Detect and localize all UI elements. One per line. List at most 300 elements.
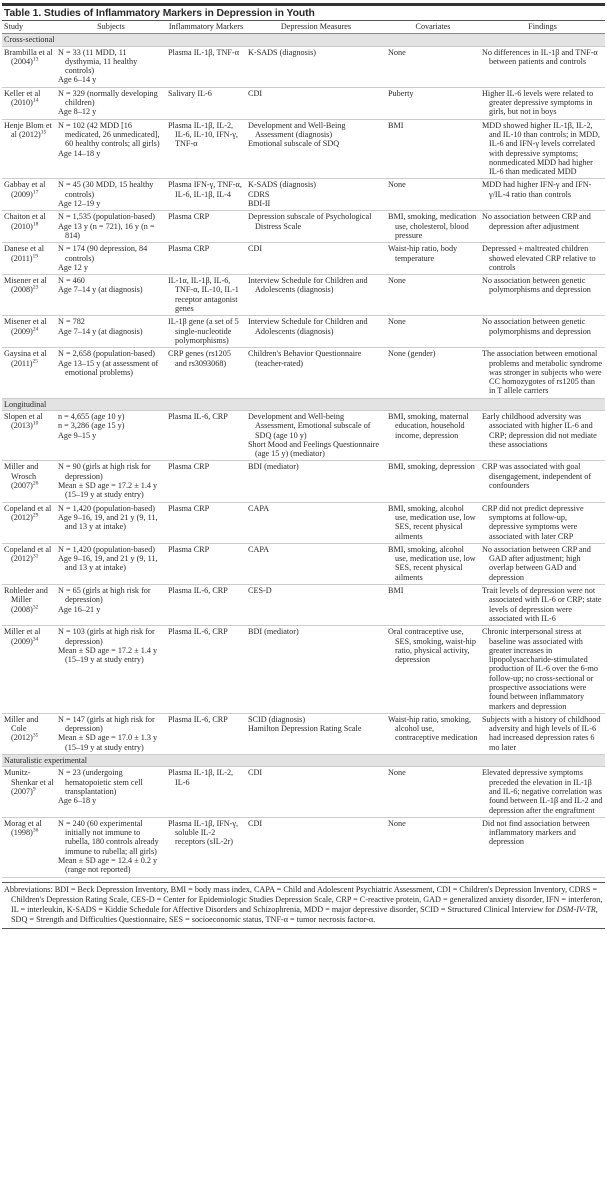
section-label: Cross-sectional	[2, 34, 605, 46]
markers-line: Salivary IL-6	[168, 88, 212, 98]
studies-table	[2, 21, 605, 878]
study-cell	[2, 119, 56, 179]
covariates-cell	[386, 767, 480, 817]
reference-number: 17	[32, 189, 39, 196]
reference-number: 32	[32, 603, 39, 610]
markers-line: Plasma CRP	[168, 212, 210, 222]
subjects-cell	[56, 713, 166, 754]
markers-line: CRP genes (rs1205 and rs3093068)	[168, 349, 231, 368]
markers-line: Plasma CRP	[168, 503, 210, 513]
subjects-cell	[56, 179, 166, 211]
markers-line: Plasma CRP	[168, 544, 210, 554]
header-markers: Inflammatory Markers	[166, 21, 246, 34]
measures-line: BDI-II	[248, 199, 271, 209]
subjects-line: N = 1,420 (population-based)	[58, 503, 155, 513]
measures-line: CES-D	[248, 586, 272, 596]
markers-cell	[166, 502, 246, 543]
table-row	[2, 119, 605, 179]
measures-line: Short Mood and Feelings Questionnaire (age 15 y) (mediator)	[248, 439, 379, 459]
study-label: Gabbay et al (2009)	[4, 180, 46, 199]
markers-line: Plasma IL-1β, IL-2, IL-6, IL-10, IFN-γ, TNF-α	[168, 120, 238, 149]
study-cell	[2, 275, 56, 316]
subjects-line: n = 4,655 (age 10 y)	[58, 411, 125, 421]
subjects-line: Age 9–15 y	[58, 430, 97, 440]
subjects-line: N = 460	[58, 276, 85, 286]
section-row	[2, 755, 605, 767]
measures-line: Depression subscale of Psychological Distress Scale	[248, 212, 372, 231]
markers-line: Plasma CRP	[168, 462, 210, 472]
markers-cell	[166, 243, 246, 275]
findings-line: Chronic interpersonal stress at baseline was associated with greater increases in lipopolysaccharide-stimulated production of IL-6 over the 6-mo follow-up; no cross-sectional or prospective associations were found between inflammatory markers and depression	[482, 627, 598, 711]
markers-cell	[166, 87, 246, 119]
subjects-cell	[56, 502, 166, 543]
study-name	[4, 462, 54, 490]
markers-cell	[166, 275, 246, 316]
reference-number: 29	[32, 512, 39, 519]
study-name	[4, 627, 54, 646]
subjects-line: Age 6–14 y	[58, 75, 97, 85]
covariates-line: None	[388, 47, 406, 57]
findings-cell	[480, 46, 605, 87]
study-name	[4, 504, 54, 523]
table-row	[2, 410, 605, 460]
covariates-line: Puberty	[388, 88, 414, 98]
markers-cell	[166, 46, 246, 87]
subjects-line: N = 1,535 (population-based)	[58, 212, 155, 222]
subjects-line: N = 782	[58, 317, 85, 327]
abbreviations-italic: DSM-IV-TR	[556, 904, 596, 914]
subjects-line: N = 240 (60 experimental initially not immune to rubella, 180 controls already immune to rubella; all girls)	[58, 818, 159, 856]
subjects-line: Age 13–15 y (at assessment of emotional problems)	[58, 358, 159, 377]
findings-cell	[480, 626, 605, 714]
markers-cell	[166, 767, 246, 817]
reference-number: 18	[32, 220, 39, 227]
table-row	[2, 87, 605, 119]
subjects-cell	[56, 275, 166, 316]
subjects-cell	[56, 87, 166, 119]
findings-line: Elevated depressive symptoms preceded the elevation in IL-1β and IL-6; negative correlation was found between IL-1β and IL-2 and depression after the engraftment	[482, 768, 603, 815]
findings-line: No association between CRP and GAD after adjustment; high overlap between GAD and depression	[482, 544, 591, 582]
study-name	[4, 244, 54, 263]
covariates-cell	[386, 348, 480, 398]
table-row	[2, 211, 605, 243]
subjects-line: Age 9–16, 19, and 21 y (9, 11, and 13 y at intake)	[58, 554, 158, 573]
subjects-cell	[56, 410, 166, 460]
markers-cell	[166, 316, 246, 348]
measures-cell	[246, 767, 386, 817]
subjects-line: Age 12–19 y	[58, 199, 101, 209]
subjects-line: N = 33 (11 MDD, 11 dysthymia, 11 healthy controls)	[58, 47, 138, 76]
markers-line: Plasma IL-6, CRP	[168, 411, 228, 421]
study-label: Miller and Wrosch (2007)	[4, 462, 39, 491]
study-cell	[2, 410, 56, 460]
study-name	[4, 349, 54, 368]
measures-cell	[246, 817, 386, 877]
covariates-line: BMI, smoking, alcohol use, medication use, low SES, recent physical ailments	[388, 544, 476, 582]
table-row	[2, 767, 605, 817]
findings-line: No differences in IL-1β and TNF-α between patients and controls	[482, 47, 598, 66]
study-cell	[2, 46, 56, 87]
markers-line: Plasma IL-1β, IL-2, IL-6	[168, 768, 234, 787]
study-label: Morag et al (1998)	[4, 818, 42, 838]
markers-line: Plasma IL-1β, TNF-α	[168, 47, 239, 57]
findings-cell	[480, 410, 605, 460]
study-label: Chaiton et al (2010)	[4, 212, 46, 231]
subjects-cell	[56, 585, 166, 626]
findings-line: No association between CRP and depression after adjustment	[482, 212, 591, 231]
covariates-line: BMI, smoking, medication use, cholesterol, blood pressure	[388, 212, 477, 240]
findings-cell	[480, 348, 605, 398]
measures-cell	[246, 585, 386, 626]
measures-line: CAPA	[248, 503, 270, 513]
covariates-cell	[386, 502, 480, 543]
markers-cell	[166, 348, 246, 398]
study-name	[4, 317, 54, 336]
subjects-line: Age 6–18 y	[58, 796, 97, 806]
covariates-line: None	[388, 180, 406, 190]
subjects-line: N = 23 (undergoing hematopoietic stem cell transplantation)	[58, 768, 143, 796]
subjects-line: N = 90 (girls at high risk for depression)	[58, 462, 151, 481]
measures-cell	[246, 461, 386, 502]
study-cell	[2, 767, 56, 817]
subjects-line: N = 103 (girls at high risk for depression)	[58, 627, 155, 646]
study-cell	[2, 461, 56, 502]
measures-line: K-SADS (diagnosis)	[248, 47, 317, 57]
measures-line: K-SADS (diagnosis)	[248, 180, 317, 190]
measures-cell	[246, 543, 386, 584]
table-row	[2, 46, 605, 87]
findings-cell	[480, 87, 605, 119]
findings-line: No association between genetic polymorphisms and depression	[482, 317, 591, 336]
covariates-line: None	[388, 768, 406, 778]
table-row	[2, 817, 605, 877]
measures-line: Interview Schedule for Children and Adolescents (diagnosis)	[248, 317, 368, 336]
table-row	[2, 243, 605, 275]
study-name	[4, 212, 54, 231]
covariates-line: BMI	[388, 586, 404, 596]
covariates-cell	[386, 543, 480, 584]
study-name	[4, 715, 54, 743]
table-title: Table 1. Studies of Inflammatory Markers in Depression in Youth	[2, 6, 605, 21]
findings-cell	[480, 461, 605, 502]
covariates-line: None	[388, 818, 406, 828]
covariates-cell	[386, 179, 480, 211]
reference-number: 24	[32, 325, 39, 332]
reference-number: 31	[32, 553, 39, 560]
measures-cell	[246, 502, 386, 543]
reference-number: 10	[32, 420, 39, 427]
subjects-line: N = 45 (30 MDD, 15 healthy controls)	[58, 180, 154, 199]
section-row	[2, 34, 605, 46]
markers-line: Plasma IFN-γ, TNF-α, IL-6, IL-1β, IL-4	[168, 180, 242, 199]
covariates-line: BMI, smoking, depression	[388, 462, 475, 472]
covariates-cell	[386, 461, 480, 502]
measures-line: Hamilton Depression Rating Scale	[248, 724, 362, 734]
table-row	[2, 585, 605, 626]
measures-cell	[246, 179, 386, 211]
subjects-line: Mean ± SD age = 17.2 ± 1.4 y (15–19 y at study entry)	[58, 645, 158, 665]
markers-cell	[166, 713, 246, 754]
measures-line: Interview Schedule for Children and Adolescents (diagnosis)	[248, 276, 368, 295]
findings-cell	[480, 211, 605, 243]
covariates-cell	[386, 87, 480, 119]
subjects-cell	[56, 817, 166, 877]
covariates-cell	[386, 817, 480, 877]
markers-cell	[166, 179, 246, 211]
markers-line: IL-1α, IL-1β, IL-6, TNF-α, IL-10, IL-1 receptor antagonist genes	[168, 276, 239, 314]
subjects-cell	[56, 243, 166, 275]
findings-line: Higher IL-6 levels were related to greater depressive symptoms in girls, but not in boys	[482, 88, 594, 117]
reference-number: 14	[32, 97, 39, 104]
markers-cell	[166, 626, 246, 714]
findings-cell	[480, 767, 605, 817]
reference-number: 19	[32, 252, 39, 259]
study-label: Rohleder and Miller (2008)	[4, 586, 48, 614]
study-cell	[2, 316, 56, 348]
subjects-line: Age 13 y (n = 721), 16 y (n = 814)	[58, 221, 155, 240]
table-row	[2, 348, 605, 398]
measures-line: SCID (diagnosis)	[248, 714, 306, 724]
findings-line: MDD showed higher IL-1β, IL-2, and IL-10 than controls; in MDD, IL-6 and IFN-γ levels correlated with depressive symptoms; nonmedicated MDD had higher IL-6 than medicated MDD	[482, 120, 600, 177]
markers-line: IL-1β gene (a set of 5 single-nucleotide polymorphisms)	[168, 317, 239, 345]
findings-line: CRP was associated with goal disengagement, independent of confounders	[482, 462, 592, 491]
section-label: Naturalistic experimental	[2, 755, 605, 767]
header-measures: Depression Measures	[246, 21, 386, 34]
measures-cell	[246, 46, 386, 87]
findings-cell	[480, 243, 605, 275]
subjects-line: Age 9–16, 19, and 21 y (9, 11, and 13 y at intake)	[58, 512, 158, 532]
header-study: Study	[2, 21, 56, 34]
measures-line: BDI (mediator)	[248, 627, 299, 637]
reference-number: 13	[32, 56, 39, 63]
header-covariates: Covariates	[386, 21, 480, 34]
subjects-line: n = 3,286 (age 15 y)	[58, 421, 125, 431]
findings-line: CRP did not predict depressive symptoms at follow-up, depressive symptoms were associated with later CRP	[482, 503, 584, 541]
measures-line: Emotional subscale of SDQ	[248, 139, 340, 149]
study-name	[4, 545, 54, 564]
study-cell	[2, 179, 56, 211]
findings-line: Depressed + maltreated children showed elevated CRP relative to controls	[482, 244, 596, 272]
table-figure	[0, 3, 607, 929]
subjects-cell	[56, 461, 166, 502]
table-row	[2, 543, 605, 584]
markers-line: Plasma IL-1β, IFN-γ, soluble IL-2 receptors (sIL-2r)	[168, 818, 239, 847]
measures-cell	[246, 211, 386, 243]
table-row	[2, 275, 605, 316]
reference-number: 9	[32, 786, 36, 793]
markers-cell	[166, 461, 246, 502]
markers-cell	[166, 817, 246, 877]
measures-line: Development and Well-Being Assessment (diagnosis)	[248, 120, 346, 139]
measures-cell	[246, 713, 386, 754]
measures-line: Children's Behavior Questionnaire (teacher-rated)	[248, 349, 362, 368]
subjects-cell	[56, 543, 166, 584]
subjects-line: Age 12 y	[58, 262, 89, 272]
abbreviations-footnote	[2, 882, 605, 929]
reference-number: 36	[32, 827, 39, 834]
covariates-cell	[386, 243, 480, 275]
markers-cell	[166, 585, 246, 626]
study-name	[4, 276, 54, 295]
covariates-cell	[386, 410, 480, 460]
abbreviations-text-end: , SDQ = Strength and Difficulties Questionnaire, SES = socioeconomic status, TNF-α = tumor necrosis factor-α.	[11, 904, 598, 924]
study-label: Misener et al (2008)	[4, 276, 47, 295]
table-row	[2, 316, 605, 348]
findings-line: MDD had higher IFN-γ and IFN-γ/IL-4 ratio than controls	[482, 180, 592, 199]
study-label: Keller et al (2010)	[4, 88, 41, 108]
reference-number: 34	[32, 635, 39, 642]
reference-number: 35	[32, 732, 39, 739]
measures-line: CAPA	[248, 544, 270, 554]
subjects-cell	[56, 626, 166, 714]
findings-cell	[480, 817, 605, 877]
measures-line: BDI (mediator)	[248, 462, 299, 472]
study-name	[4, 121, 54, 140]
section-row	[2, 398, 605, 410]
subjects-line: N = 147 (girls at high risk for depression)	[58, 714, 155, 734]
findings-line: No association between genetic polymorphisms and depression	[482, 276, 591, 295]
covariates-line: Waist-hip ratio, smoking, alcohol use, contraceptive medication	[388, 714, 478, 743]
study-cell	[2, 502, 56, 543]
subjects-line: Mean ± SD age = 12.4 ± 0.2 y (range not reported)	[58, 856, 158, 875]
measures-cell	[246, 243, 386, 275]
subjects-line: Age 16–21 y	[58, 604, 101, 614]
markers-line: Plasma IL-6, CRP	[168, 586, 228, 596]
header-subjects: Subjects	[56, 21, 166, 34]
table-body	[2, 34, 605, 877]
findings-line: Did not find association between inflammatory markers and depression	[482, 818, 590, 847]
markers-cell	[166, 211, 246, 243]
study-cell	[2, 585, 56, 626]
reference-number: 23	[32, 284, 39, 291]
table-row	[2, 502, 605, 543]
subjects-cell	[56, 119, 166, 179]
reference-number: 26	[32, 480, 39, 487]
study-cell	[2, 243, 56, 275]
study-label: Henje Blom et al (2012)	[4, 120, 52, 139]
table-row	[2, 179, 605, 211]
abbreviations-text: Abbreviations: BDI = Beck Depression Inventory, BMI = body mass index, CAPA = Child and Adolescent Psychiatric Assessment, CDI = Children's Depression Inventory, CDRS = Children's Depression Rating Scale, CES-D = Center for Epidemiologic Studies Depression Scale, CRP = C-reactive protein, GAD = generalized anxiety disorder, IFN = interferon, IL = interleukin, K-SADS = Kiddie Schedule for Affective Disorders and Schizophrenia, MDD = major depressive disorder, SCID = Structured Clinical Interview for	[4, 884, 603, 914]
findings-cell	[480, 316, 605, 348]
study-cell	[2, 713, 56, 754]
findings-line: Trait levels of depression were not associated with IL-6 or CRP; state levels of depression were associated with IL-6	[482, 586, 602, 623]
findings-cell	[480, 713, 605, 754]
study-cell	[2, 87, 56, 119]
study-label: Miller and Cole (2012)	[4, 714, 39, 743]
study-label: Danese et al (2011)	[4, 244, 45, 263]
study-label: Brambilla et al (2004)	[4, 47, 53, 66]
findings-line: Early childhood adversity was associated with higher IL-6 and CRP; depression did not mediate these associations	[482, 411, 597, 449]
markers-cell	[166, 119, 246, 179]
study-name	[4, 819, 54, 838]
subjects-cell	[56, 348, 166, 398]
measures-cell	[246, 316, 386, 348]
measures-cell	[246, 275, 386, 316]
measures-line: Development and Well-being Assessment, Emotional subscale of SDQ (age 10 y)	[248, 411, 371, 440]
subjects-line: Age 7–14 y (at diagnosis)	[58, 326, 143, 336]
covariates-line: BMI, smoking, maternal education, household income, depression	[388, 411, 469, 440]
covariates-cell	[386, 119, 480, 179]
table-row	[2, 461, 605, 502]
subjects-line: N = 1,420 (population-based)	[58, 544, 155, 554]
subjects-cell	[56, 767, 166, 817]
subjects-line: N = 2,658 (population-based)	[58, 349, 155, 359]
study-name	[4, 48, 54, 67]
findings-cell	[480, 119, 605, 179]
markers-cell	[166, 410, 246, 460]
subjects-line: N = 174 (90 depression, 84 controls)	[58, 244, 148, 263]
covariates-line: None	[388, 276, 406, 286]
study-name	[4, 768, 54, 796]
markers-cell	[166, 543, 246, 584]
study-name	[4, 412, 54, 431]
measures-cell	[246, 119, 386, 179]
findings-line: Subjects with a history of childhood adversity and high levels of IL-6 had increased depression rates 6 mo later	[482, 714, 601, 752]
header-row	[2, 21, 605, 34]
covariates-cell	[386, 46, 480, 87]
covariates-line: None	[388, 317, 406, 327]
measures-line: CDI	[248, 768, 263, 778]
subjects-line: Age 8–12 y	[58, 107, 97, 117]
subjects-line: N = 102 (42 MDD [16 medicated, 26 unmedicated], 60 healthy controls; all girls)	[58, 120, 160, 149]
markers-line: Plasma CRP	[168, 244, 210, 254]
measures-line: CDI	[248, 88, 263, 98]
study-label: Copeland et al (2012)	[4, 503, 52, 522]
study-label: Copeland et al (2012)	[4, 544, 52, 564]
subjects-line: Mean ± SD age = 17.0 ± 1.3 y (15–19 y at study entry)	[58, 733, 158, 752]
reference-number: 25	[32, 357, 39, 364]
header-findings: Findings	[480, 21, 605, 34]
study-label: Miller et al (2009)	[4, 627, 41, 646]
findings-cell	[480, 275, 605, 316]
study-label: Munitz-Shenkar et al (2007)	[4, 768, 54, 796]
covariates-cell	[386, 626, 480, 714]
measures-line: CDRS	[248, 189, 270, 199]
study-name	[4, 89, 54, 108]
subjects-cell	[56, 46, 166, 87]
subjects-line: Age 14–18 y	[58, 148, 101, 158]
covariates-line: BMI, smoking, alcohol use, medication use, low SES, recent physical ailments	[388, 503, 476, 541]
findings-cell	[480, 179, 605, 211]
subjects-cell	[56, 211, 166, 243]
measures-cell	[246, 87, 386, 119]
covariates-cell	[386, 211, 480, 243]
findings-cell	[480, 585, 605, 626]
covariates-cell	[386, 585, 480, 626]
study-label: Slopen et al (2013)	[4, 411, 43, 431]
subjects-line: Mean ± SD age = 17.2 ± 1.4 y (15–19 y at study entry)	[58, 481, 158, 500]
study-label: Gaysina et al (2011)	[4, 349, 47, 368]
measures-line: CDI	[248, 244, 263, 254]
reference-number: 15	[40, 129, 47, 136]
markers-line: Plasma IL-6, CRP	[168, 627, 228, 637]
study-cell	[2, 211, 56, 243]
section-label: Longitudinal	[2, 398, 605, 410]
findings-line: The association between emotional problems and metabolic syndrome was stronger in subjects who were CC homozygotes of rs1205 than in T allele carriers	[482, 349, 603, 396]
covariates-line: BMI	[388, 120, 404, 130]
measures-cell	[246, 410, 386, 460]
covariates-line: Waist-hip ratio, body temperature	[388, 244, 458, 263]
covariates-line: Oral contraceptive use, SES, smoking, waist-hip ratio, physical activity, depression	[388, 627, 476, 665]
measures-line: CDI	[248, 818, 263, 828]
study-cell	[2, 817, 56, 877]
study-cell	[2, 543, 56, 584]
covariates-cell	[386, 275, 480, 316]
findings-cell	[480, 502, 605, 543]
markers-line: Plasma IL-6, CRP	[168, 714, 228, 724]
measures-cell	[246, 348, 386, 398]
study-cell	[2, 626, 56, 714]
